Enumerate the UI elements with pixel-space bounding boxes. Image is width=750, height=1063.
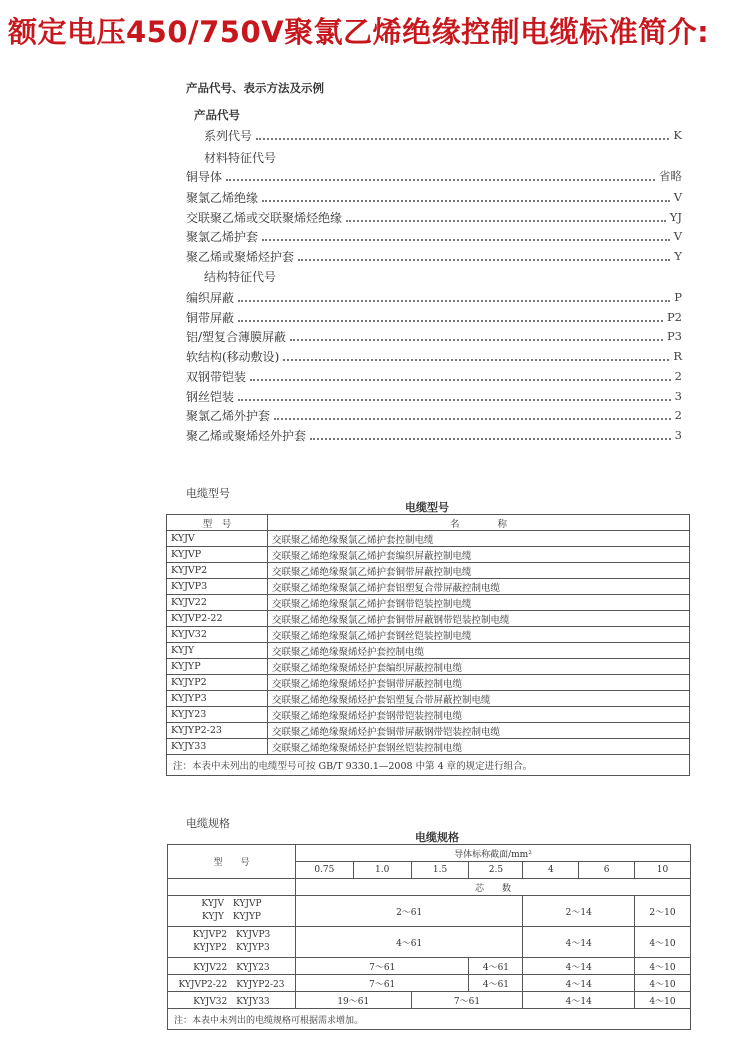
name-cell: 交联聚乙烯绝缘聚氯乙烯护套控制电缆 [268, 531, 690, 547]
code-label: 钢丝铠装 [186, 389, 235, 404]
code-value: 3 [674, 428, 682, 442]
specs-table-caption: 电缆规格 [415, 831, 459, 844]
code-value: 2 [674, 408, 682, 422]
name-cell: 交联聚乙烯绝缘聚氯乙烯护套铜带屏蔽控制电缆 [268, 563, 690, 579]
size-cell: 10 [635, 862, 691, 879]
cores-cell: 4～14 [523, 992, 635, 1009]
cores-cell: 4～10 [635, 927, 691, 958]
code-value: K [673, 128, 682, 142]
models-table-caption: 电缆型号 [405, 501, 449, 514]
specs-section-label: 电缆规格 [186, 817, 230, 830]
code-label: 聚氯乙烯护套 [186, 229, 259, 244]
table-row [167, 723, 690, 739]
model-cell: KYJV22 [167, 595, 268, 611]
table-row [168, 975, 691, 992]
table-row [167, 563, 690, 579]
cores-cell: 4～14 [523, 958, 635, 975]
table-row [168, 927, 691, 958]
table-row [167, 643, 690, 659]
model-cell: KYJVP2 [167, 563, 268, 579]
code-label: 交联聚乙烯或交联聚烯烃绝缘 [186, 210, 343, 225]
name-cell: 交联聚乙烯绝缘聚烯烃护套铜带屏蔽钢带铠装控制电缆 [268, 723, 690, 739]
code-label: 铝/塑复合薄膜屏蔽 [186, 329, 287, 344]
model-cell: KYJV32 KYJY33 [168, 992, 296, 1009]
col-header-cores: 芯 数 [295, 879, 690, 896]
code-label: 聚乙烯或聚烯烃护套 [186, 249, 295, 264]
name-cell: 交联聚乙烯绝缘聚烯烃护套钢丝铠装控制电缆 [268, 739, 690, 755]
table-row [167, 579, 690, 595]
cores-cell: 4～61 [295, 927, 522, 958]
model-cell: KYJY23 [167, 707, 268, 723]
name-cell: 交联聚乙烯绝缘聚烯烃护套控制电缆 [268, 643, 690, 659]
cores-cell: 4～10 [635, 975, 691, 992]
model-cell: KYJY [167, 643, 268, 659]
model-cell [168, 896, 296, 927]
model-line: KYJV KYJVP [201, 899, 262, 909]
col-header-model: 型 号 [168, 845, 296, 879]
name-cell: 交联聚乙烯绝缘聚烯烃护套铜带屏蔽控制电缆 [268, 675, 690, 691]
code-label: 聚乙烯或聚烯烃外护套 [186, 428, 307, 443]
name-cell: 交联聚乙烯绝缘聚氯乙烯护套铜带屏蔽钢带铠装控制电缆 [268, 611, 690, 627]
code-row [186, 326, 682, 346]
table-row [167, 547, 690, 563]
col-header-section: 导体标称截面/mm² [295, 845, 690, 862]
cores-cell: 4～10 [635, 958, 691, 975]
col-header-name: 名 称 [268, 515, 690, 531]
table-row [167, 659, 690, 675]
model-cell: KYJVP2-22 [167, 611, 268, 627]
code-label: 聚氯乙烯绝缘 [186, 190, 259, 205]
model-cell: KYJYP2 [167, 675, 268, 691]
code-value: V [673, 229, 682, 243]
table-row [167, 611, 690, 627]
model-cell: KYJVP2-22 KYJYP2-23 [168, 975, 296, 992]
cores-cell: 4～14 [523, 975, 635, 992]
code-value: P [674, 290, 682, 304]
code-row [186, 386, 682, 406]
code-row-series [204, 125, 682, 145]
code-value: Y [674, 249, 682, 263]
model-cell: KYJV [167, 531, 268, 547]
code-value: 省略 [659, 169, 682, 183]
cores-cell: 4～14 [523, 927, 635, 958]
table-row [168, 896, 691, 927]
code-row [186, 405, 682, 425]
name-cell: 交联聚乙烯绝缘聚烯烃护套铝塑复合带屏蔽控制电缆 [268, 691, 690, 707]
code-row [186, 287, 682, 307]
section-heading-codes: 产品代号、表示方法及示例 [186, 81, 324, 95]
col-header-model: 型 号 [167, 515, 268, 531]
code-value: 3 [674, 389, 682, 403]
name-cell: 交联聚乙烯绝缘聚氯乙烯护套铝塑复合带屏蔽控制电缆 [268, 579, 690, 595]
code-row [186, 366, 682, 386]
code-label: 编织屏蔽 [186, 290, 235, 305]
code-row [186, 246, 682, 266]
material-heading: 材料特征代号 [204, 151, 277, 165]
cores-header-row [168, 879, 691, 896]
table-note: 注：本表中未列出的电缆规格可根据需求增加。 [168, 1009, 691, 1030]
code-value: 2 [674, 369, 682, 383]
model-cell: KYJY33 [167, 739, 268, 755]
table-row [168, 992, 691, 1009]
model-line: KYJVP2 KYJVP3 [192, 930, 271, 940]
code-row [186, 346, 682, 366]
cores-cell: 4～10 [635, 992, 691, 1009]
code-row [186, 187, 682, 207]
model-cell: KYJV22 KYJY23 [168, 958, 296, 975]
cable-spec-table [167, 844, 691, 1030]
cores-cell: 4～61 [469, 975, 523, 992]
code-row [186, 425, 682, 445]
cable-model-table [166, 514, 690, 776]
structure-heading: 结构特征代号 [204, 270, 277, 284]
cores-cell: 2～14 [523, 896, 635, 927]
size-cell: 4 [523, 862, 579, 879]
cores-cell: 19～61 [295, 992, 411, 1009]
cores-cell: 2～10 [635, 896, 691, 927]
code-row [186, 207, 682, 227]
code-value: P3 [666, 329, 682, 343]
table-row [167, 627, 690, 643]
model-cell: KYJYP3 [167, 691, 268, 707]
code-label: 双钢带铠装 [186, 369, 247, 384]
size-cell: 0.75 [295, 862, 353, 879]
code-row [186, 166, 682, 186]
model-cell [168, 927, 296, 958]
model-line: KYJY KYJYP [201, 912, 261, 922]
size-cell: 1.5 [411, 862, 469, 879]
name-cell: 交联聚乙烯绝缘聚氯乙烯护套钢带铠装控制电缆 [268, 595, 690, 611]
table-note: 注：本表中未列出的电缆型号可按 GB/T 9330.1—2008 中第 4 章的规定进行组合。 [167, 755, 690, 776]
model-cell: KYJYP [167, 659, 268, 675]
model-cell: KYJV32 [167, 627, 268, 643]
table-row [167, 691, 690, 707]
code-row [186, 307, 682, 327]
code-label: 铜带屏蔽 [186, 310, 235, 325]
size-cell: 1.0 [353, 862, 411, 879]
table-row [167, 739, 690, 755]
model-cell: KYJYP2-23 [167, 723, 268, 739]
cores-cell: 7～61 [411, 992, 523, 1009]
table-row [167, 675, 690, 691]
code-label: 系列代号 [204, 128, 253, 143]
table-row [167, 531, 690, 547]
name-cell: 交联聚乙烯绝缘聚氯乙烯护套编织屏蔽控制电缆 [268, 547, 690, 563]
table-header-row [168, 845, 691, 862]
code-value: V [673, 190, 682, 204]
code-value: P2 [666, 310, 682, 324]
code-label: 聚氯乙烯外护套 [186, 408, 271, 423]
table-note-row [168, 1009, 691, 1030]
cores-cell: 4～61 [469, 958, 523, 975]
model-cell: KYJVP [167, 547, 268, 563]
size-cell: 2.5 [469, 862, 523, 879]
page-title: 额定电压450/750V聚氯乙烯绝缘控制电缆标准简介: [8, 15, 710, 49]
name-cell: 交联聚乙烯绝缘聚烯烃护套钢带铠装控制电缆 [268, 707, 690, 723]
table-row [167, 595, 690, 611]
table-row [167, 707, 690, 723]
cores-cell: 7～61 [295, 975, 469, 992]
table-header-row [167, 515, 690, 531]
table-row [168, 958, 691, 975]
models-section-label: 电缆型号 [186, 487, 230, 500]
size-cell: 6 [579, 862, 635, 879]
code-label: 铜导体 [186, 169, 223, 184]
code-value: R [673, 349, 682, 363]
table-note-row [167, 755, 690, 776]
cores-cell: 7～61 [295, 958, 469, 975]
code-row [186, 226, 682, 246]
name-cell: 交联聚乙烯绝缘聚烯烃护套编织屏蔽控制电缆 [268, 659, 690, 675]
cores-cell: 2～61 [295, 896, 522, 927]
model-cell: KYJVP3 [167, 579, 268, 595]
name-cell: 交联聚乙烯绝缘聚氯乙烯护套钢丝铠装控制电缆 [268, 627, 690, 643]
code-value: YJ [669, 210, 682, 224]
code-label: 软结构(移动敷设) [186, 349, 280, 364]
product-code-heading: 产品代号 [194, 108, 240, 122]
model-line: KYJYP2 KYJYP3 [193, 943, 270, 953]
